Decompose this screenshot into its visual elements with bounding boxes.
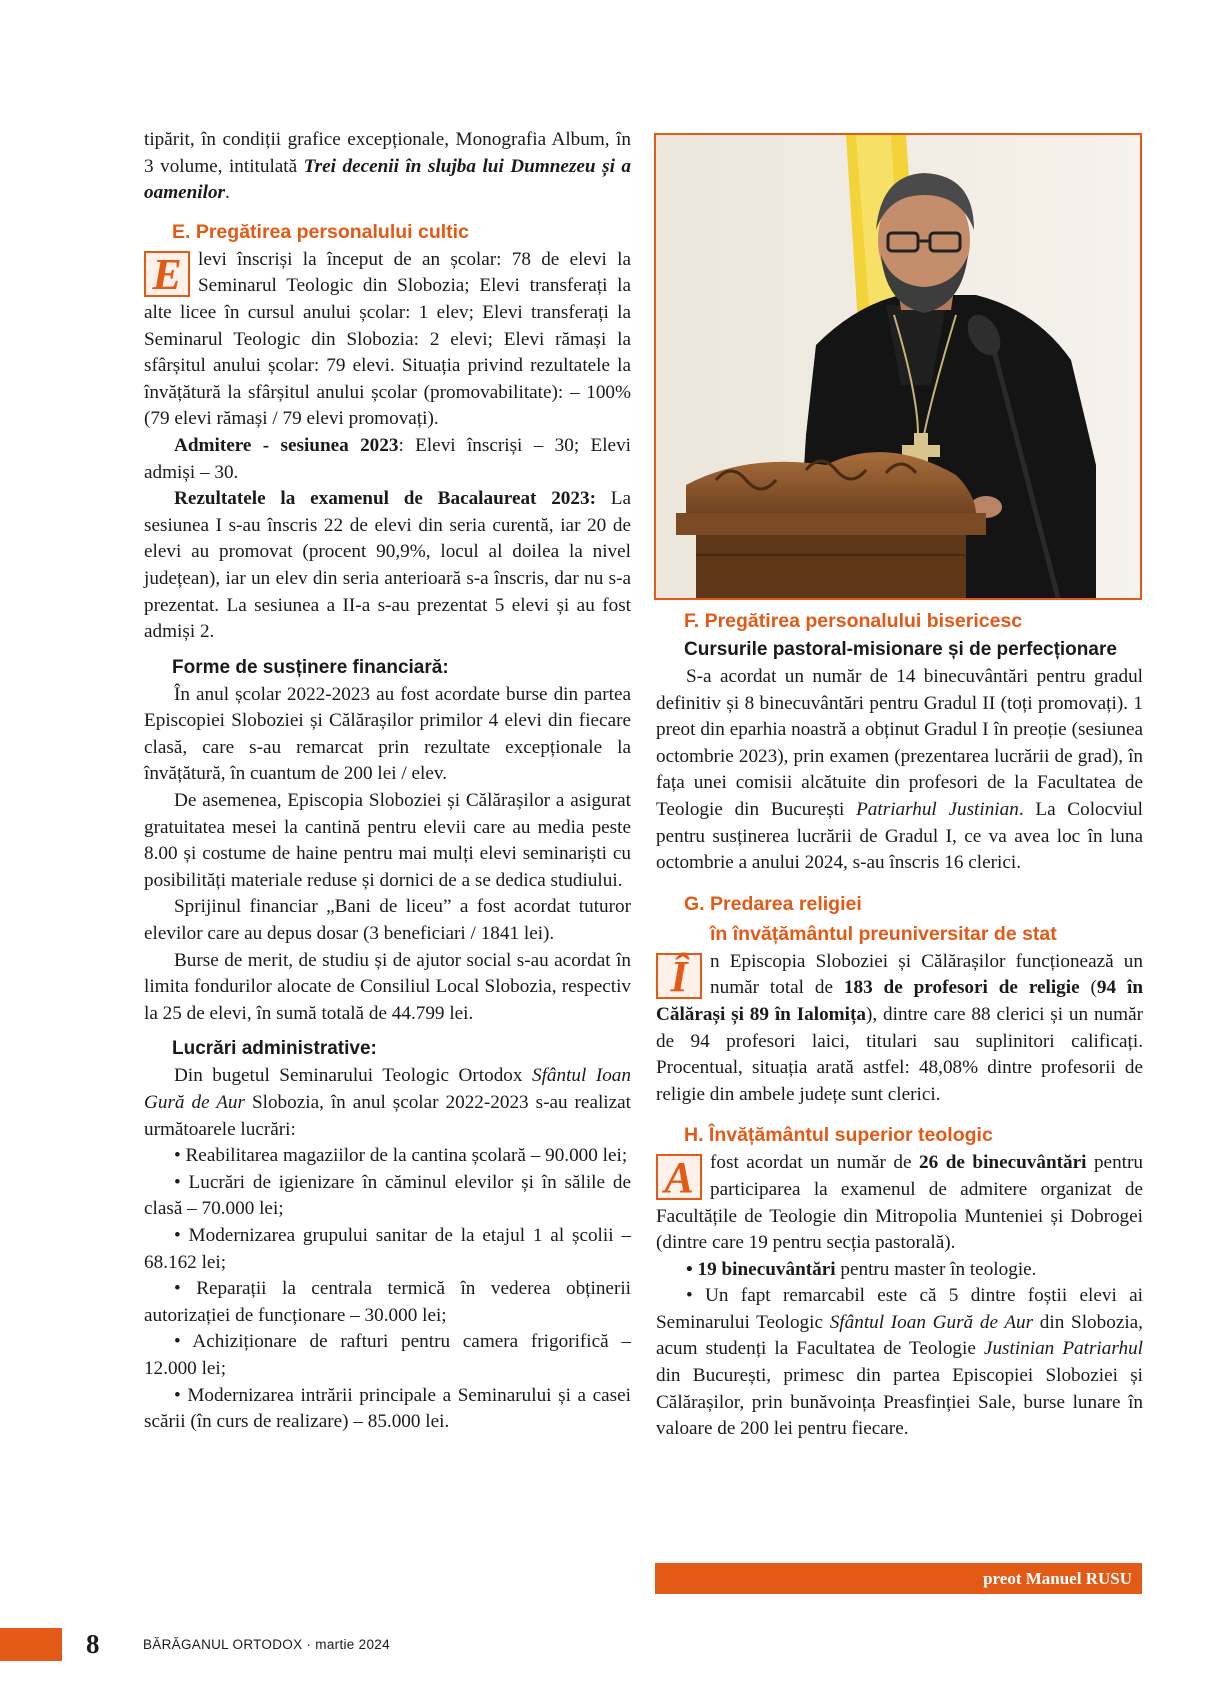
intro-paragraph: tipărit, în condiții grafice excepționale, Monografia Album, în 3 volume, intitulată Trei decenii în slujba lui Dumnezeu și a oamenilor. — [144, 129, 632, 204]
section-f-paragraph: S-a acordat un număr de 14 binecuvântări pentru gradul definitiv și 8 binecuvântări pentru Gradul II (toți promovați). 1 preot din eparhia noastră a obținut Gradul I în preoție (sesiunea octombrie 2023), prin examen (prezentarea lucrării de grad), în fața unei comisii alcătuite din profesori de la Facultatea de Teologie din București Patriarhul Justinian. La Colocviul pentru susținerea lucrării de Gradul I, ce va avea loc în luna octombrie a anului 2024, s-au înscris 16 clerici. — [656, 666, 1143, 874]
financial-heading: Forme de susținere financiară: — [172, 656, 449, 678]
drop-cap-e: E — [144, 251, 190, 297]
admin-heading: Lucrări administrative: — [172, 1038, 377, 1060]
admin-item: • Modernizarea intrării principale a Seminarului și a casei scării (în curs de realizare) – 85.000 lei. — [144, 1384, 631, 1433]
section-e-paragraph-1: E levi înscriși la început de an școlar: 78 de elevi la Seminarul Teologic din Slobozia; Elevi transferați la alte licee în cursul anului școlar: 1 elev; Elevi transferați la Seminarul Teologic din Slobozia: 2 elevi; Elevi rămași la sfârșitul anului școlar: 79 elevi. Situația privind rezultatele la învățătură la sfârșitul anului școlar (promovabilitate): – 100% (79 elevi rămași / 79 elevi promovați). — [144, 248, 631, 430]
drop-cap-a: A — [656, 1154, 702, 1200]
section-h-paragraph-2: • 19 binecuvântări pentru master în teologie. — [686, 1258, 1037, 1280]
section-h-paragraph-3: • Un fapt remarcabil este că 5 dintre foștii elevi ai Seminarului Teologic Sfântul Ioan Gură de Aur din Slobozia, acum studenți la Facultatea de Teologie Justinian Patriarhul din București, primesc din partea Episcopiei Sloboziei și Călărașilor, prin bunăvoința Preasfinției Sale, burse lunare în valoare de 200 lei pentru fiecare. — [656, 1285, 1143, 1440]
financial-paragraph-3: Sprijinul financiar „Bani de liceu” a fost acordat tuturor elevilor care au depus dosar (3 beneficiari / 1841 lei). — [144, 896, 631, 945]
right-column — [656, 606, 1143, 1443]
publication-name: BĂRĂGANUL ORTODOX — [143, 1637, 303, 1652]
section-f-heading: F. Pregătirea personalului bisericesc — [684, 610, 1023, 632]
page-number: 8 — [86, 1629, 100, 1659]
admin-item: • Achiziționare de rafturi pentru camera frigorifică – 12.000 lei; — [144, 1331, 631, 1379]
admin-item: • Reparații la centrala termică în vederea obținerii autorizației de funcționare – 30.000 lei; — [144, 1278, 631, 1326]
priest-photo — [654, 133, 1142, 600]
issue-date: martie 2024 — [315, 1637, 390, 1652]
section-e-paragraph-3: Rezultatele la examenul de Bacalaureat 2023: La sesiunea I s-au înscris 22 de elevi din seria curentă, iar 20 de elevi au promovat (procent 90,9%, locul al doilea la nivel județean), iar un elev din seria anterioară s-a înscris, dar nu s-a prezentat. La sesiunea a II-a s-au prezentat 5 elevi și au fost admiși 2. — [144, 488, 631, 643]
publication-footer: BĂRĂGANUL ORTODOX · martie 2024 — [143, 1637, 390, 1652]
admin-item: • Lucrări de igienizare în căminul elevilor și în sălile de clasă – 70.000 lei; — [144, 1171, 631, 1220]
admin-item: • Modernizarea grupului sanitar de la etajul 1 al școlii – 68.162 lei; — [144, 1224, 631, 1273]
monograph-title: Trei decenii în slujba lui Dumnezeu și a oamenilor — [144, 155, 632, 204]
section-g-paragraph: Î n Episcopia Sloboziei și Călărașilor funcționează un număr total de 183 de profesori de religie (94 în Călărași și 89 în Ialomița), dintre care 88 clerici și un număr de 94 profesori laici, titulari sau suplinitori calificați. Procentual, situația arată astfel: 48,08% dintre profesorii de religie din ambele județe sunt clerici. — [656, 950, 1143, 1105]
section-e-heading: E. Pregătirea personalului cultic — [172, 220, 469, 243]
section-h-paragraph-1: A fost acordat un număr de 26 de binecuvântări pentru participarea la examenul de admitere organizat de Facultățile de Teologie din Mitropolia Munteniei și Dobrogei (dintre care 19 pentru secția pastorală). — [656, 1152, 1143, 1254]
footer-accent-bar — [0, 1628, 62, 1661]
financial-paragraph-1: În anul școlar 2022-2023 au fost acordate burse din partea Episcopiei Sloboziei și Călărașilor primilor 4 elevi din fiecare clasă, care s-au remarcat prin rezultate excepționale la învățătură, în cuantum de 200 lei / elev. — [144, 683, 631, 785]
left-column — [144, 127, 631, 1436]
priest-at-lectern-illustration — [656, 135, 1140, 598]
admin-item: • Reabilitarea magaziilor de la cantina școlară – 90.000 lei; — [174, 1145, 628, 1167]
section-e-paragraph-2: Admitere - sesiunea 2023: Elevi înscriși – 30; Elevi admiși – 30. — [144, 434, 631, 483]
author-signature: preot Manuel RUSU — [655, 1563, 1142, 1594]
section-f-subheading: Cursurile pastoral-misionare și de perfecționare — [684, 639, 1117, 660]
financial-paragraph-4: Burse de merit, de studiu și de ajutor social s-au acordat în limita fondurilor alocate de Consiliul Local Slobozia, respectiv la 25 de elevi, în sumă totală de 44.799 lei. — [144, 949, 631, 1024]
drop-cap-i: Î — [656, 953, 702, 999]
financial-paragraph-2: De asemenea, Episcopia Sloboziei și Călărașilor a asigurat gratuitatea mesei la cantină pentru elevii care au media peste 8.00 și costume de haine pentru mai mulți elevi seminariști cu posibilități materiale reduse și dornici de a se dedica studiului. — [144, 790, 631, 891]
section-h-heading: H. Învățământul superior teologic — [684, 1124, 993, 1147]
admin-paragraph-1: Din bugetul Seminarului Teologic Ortodox Sfântul Ioan Gură de Aur Slobozia, în anul școlar 2022-2023 s-au realizat următoarele lucrări: — [144, 1065, 631, 1140]
section-g-heading: G. Predarea religiei în învățământul preuniversitar de stat — [684, 892, 1057, 945]
